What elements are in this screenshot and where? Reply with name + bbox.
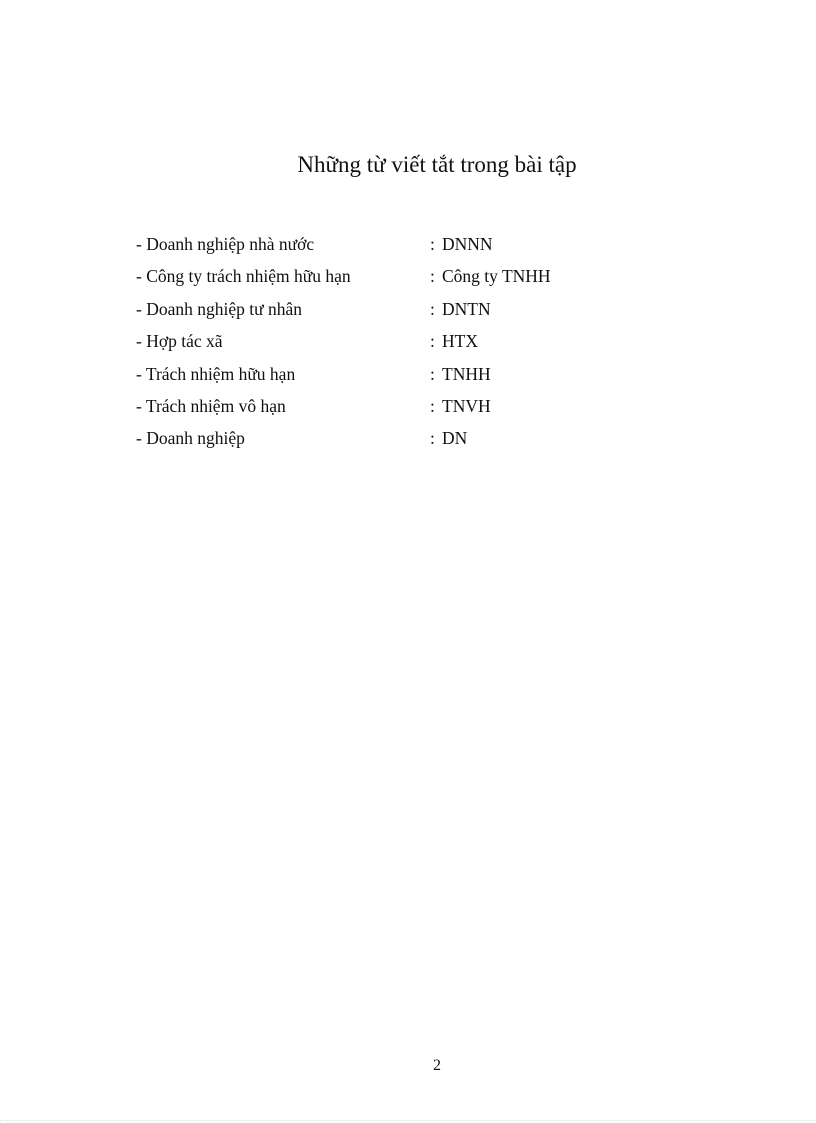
abbreviation-row <box>136 295 696 327</box>
abbreviation-separator: : <box>430 428 435 449</box>
abbreviation-row <box>136 392 696 424</box>
abbreviation-term: - Trách nhiệm hữu hạn <box>136 363 296 384</box>
page-bottom-edge <box>0 1120 816 1121</box>
abbreviation-short-form: DNTN <box>442 298 491 319</box>
abbreviation-separator: : <box>430 363 435 384</box>
abbreviation-separator: : <box>430 395 435 416</box>
abbreviation-separator: : <box>430 266 435 287</box>
abbreviation-term: - Trách nhiệm vô hạn <box>136 395 286 416</box>
page-number: 2 <box>433 1057 441 1074</box>
abbreviation-short-form: DN <box>442 428 468 449</box>
abbreviation-short-form: HTX <box>442 331 478 352</box>
abbreviation-term: - Doanh nghiệp <box>136 428 245 449</box>
abbreviation-term: - Doanh nghiệp nhà nước <box>136 234 315 254</box>
document-title: Những từ viết tắt trong bài tập <box>297 152 577 177</box>
abbreviation-separator: : <box>430 234 435 254</box>
abbreviation-row <box>136 230 696 262</box>
abbreviation-short-form: Công ty TNHH <box>442 266 551 287</box>
abbreviation-row <box>136 424 696 456</box>
abbreviation-term: - Doanh nghiệp tư nhân <box>136 298 302 319</box>
abbreviation-list <box>136 230 696 457</box>
abbreviation-separator: : <box>430 298 435 319</box>
abbreviation-short-form: TNVH <box>442 395 491 416</box>
abbreviation-short-form: DNNN <box>442 234 493 254</box>
abbreviation-separator: : <box>430 331 435 352</box>
abbreviation-short-form: TNHH <box>442 363 491 384</box>
abbreviation-row <box>136 360 696 392</box>
abbreviation-term: - Hợp tác xã <box>136 331 223 352</box>
abbreviation-term: - Công ty trách nhiệm hữu hạn <box>136 266 351 287</box>
abbreviation-row <box>136 327 696 359</box>
abbreviation-row <box>136 262 696 294</box>
